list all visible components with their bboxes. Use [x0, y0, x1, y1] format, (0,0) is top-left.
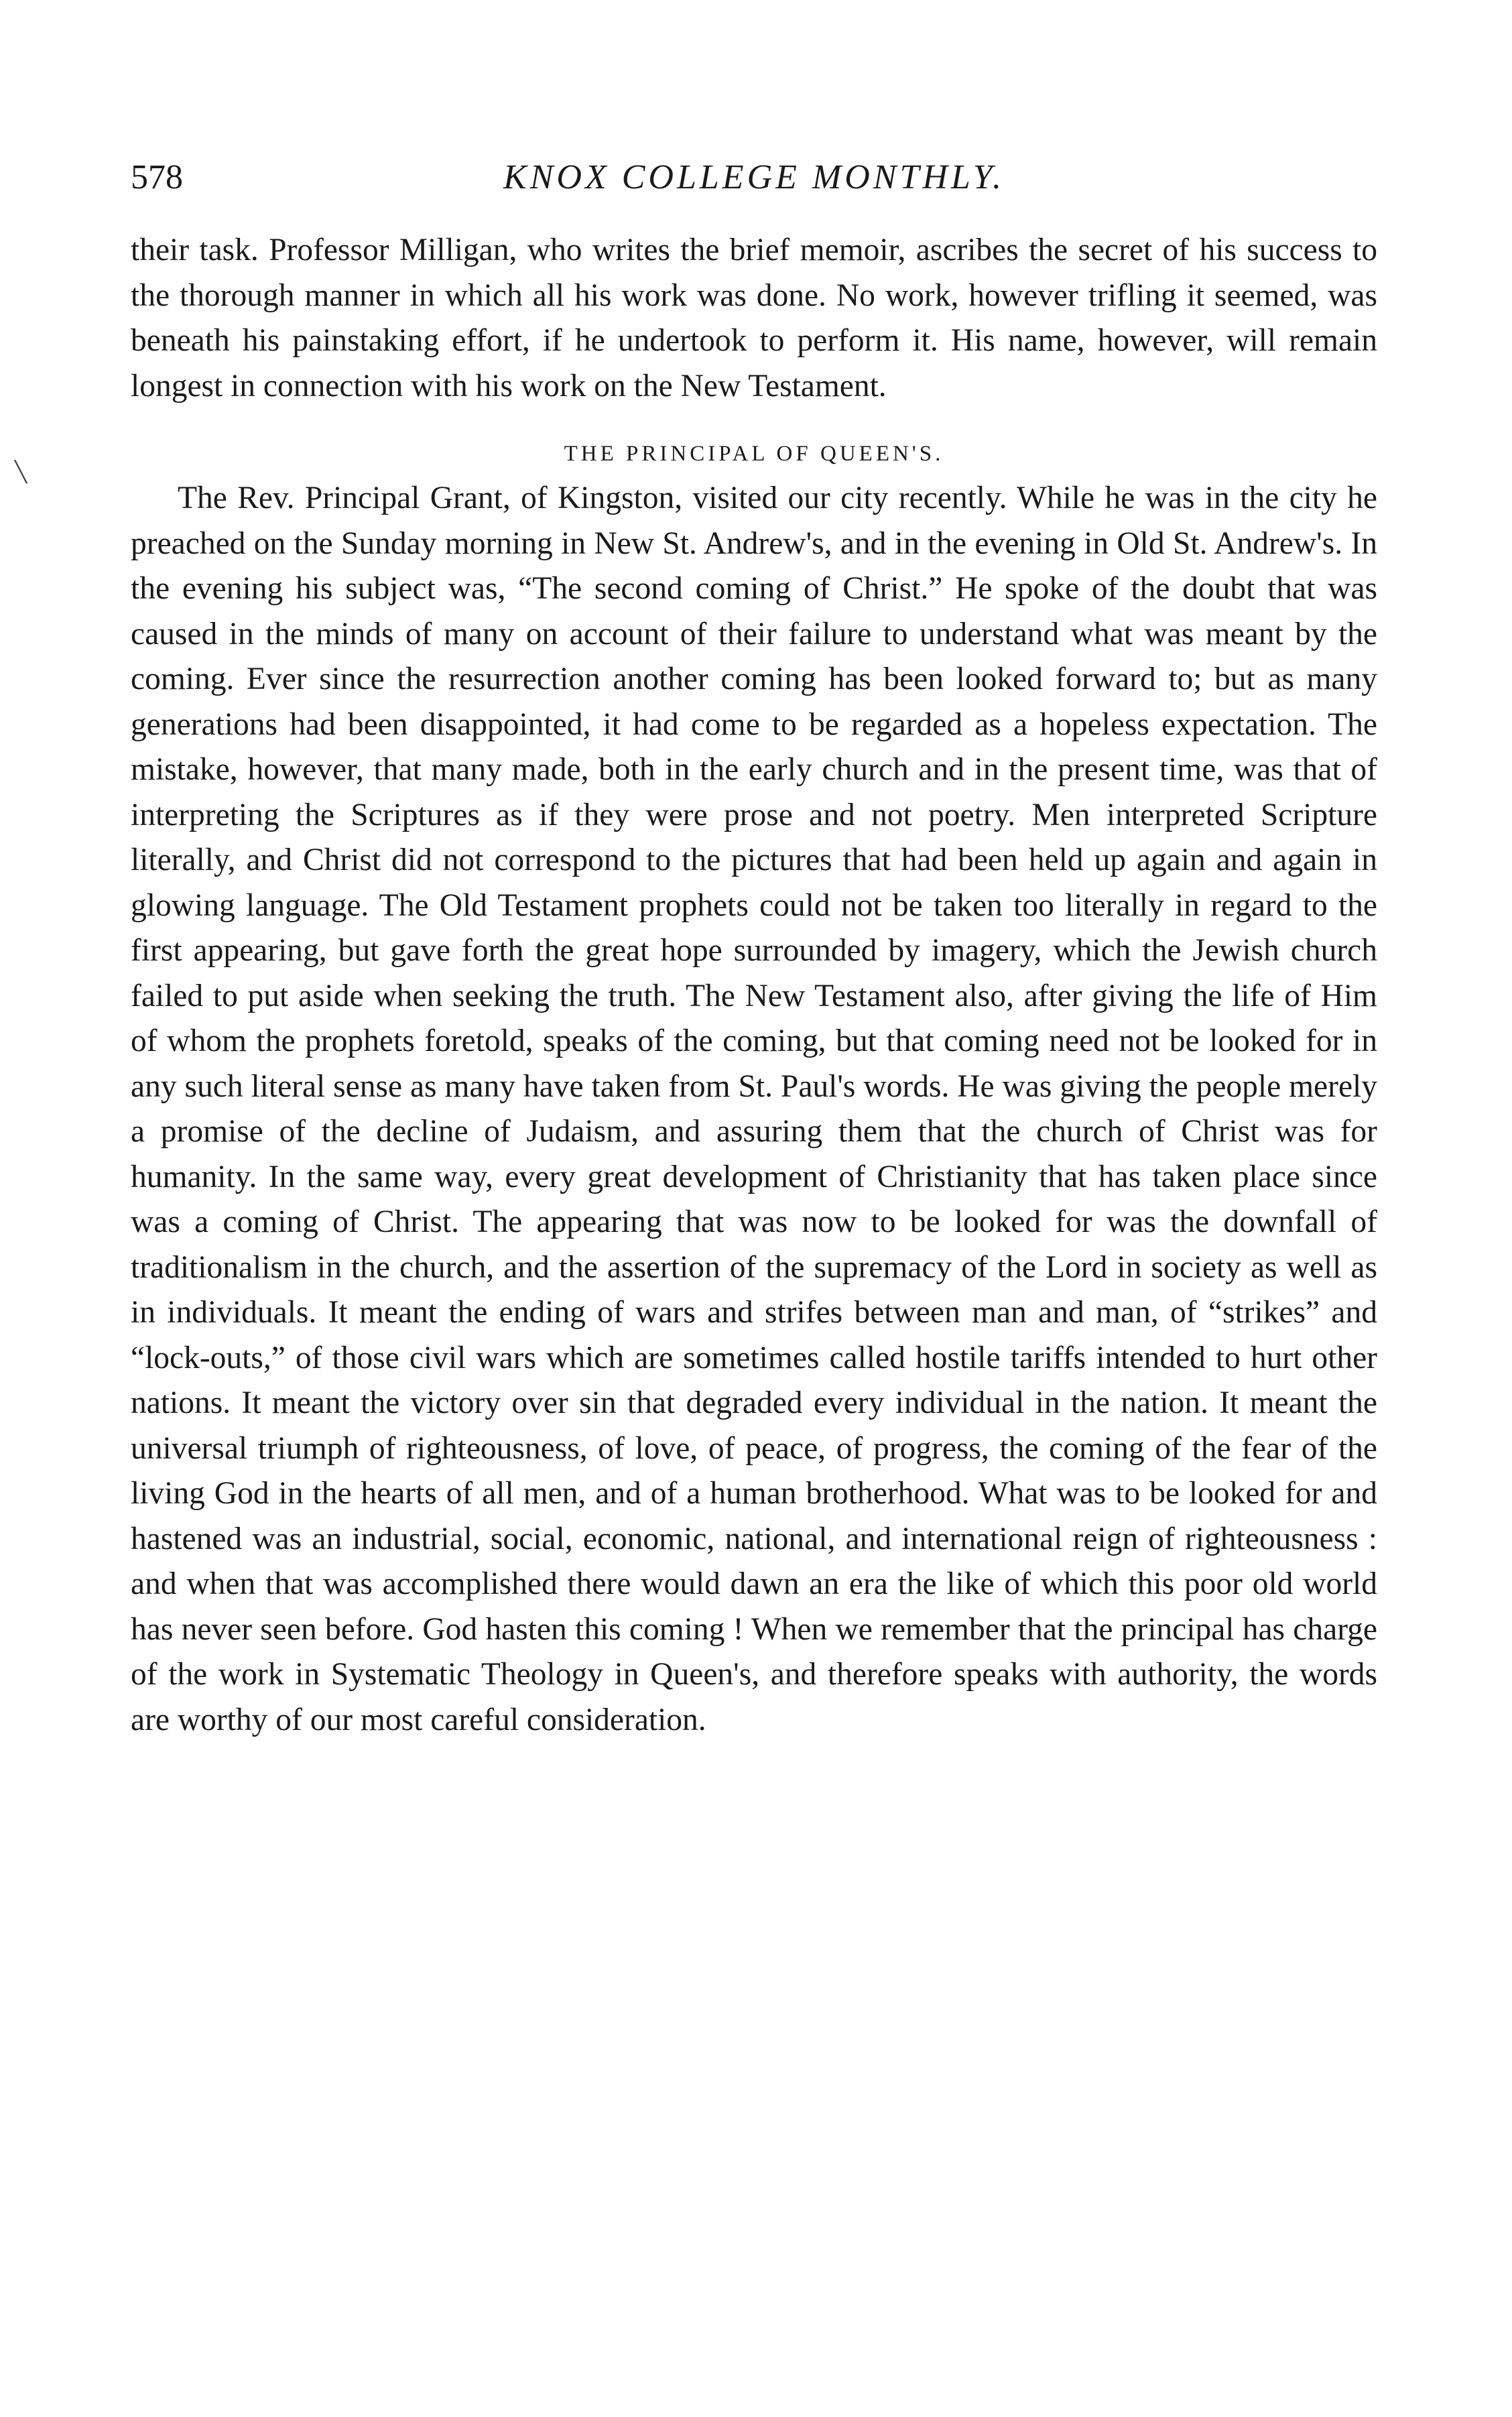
margin-mark: ╲: [15, 461, 27, 483]
page-header: [131, 154, 1377, 228]
document-page: [131, 154, 1377, 1743]
page-number: 578: [131, 158, 183, 196]
main-paragraph: The Rev. Principal Grant, of Kingston, visited our city recently. While he was in the city he preached on the Sunday morning in New St. Andrew's, and in the evening in Old St. Andrew's. In the evening his subject was, “The second coming of Christ.” He spoke of the doubt that was caused in the minds of many on account of their failure to understand what was meant by the coming. Ever since the resurrection another coming has been looked forward to; but as many generations had been disappointed, it had come to be regarded as a hopeless expectation. The mistake, however, that many made, both in the early church and in the present time, was that of interpreting the Scriptures as if they were prose and not poetry. Men interpreted Scripture literally, and Christ did not correspond to the pictures that had been held up again and again in glowing language. The Old Testament prophets could not be taken too literally in regard to the first appearing, but gave forth the great hope surrounded by imagery, which the Jewish church failed to put aside when seeking the truth. The New Testament also, after giving the life of Him of whom the prophets foretold, speaks of the coming, but that coming need not be looked for in any such literal sense as many have taken from St. Paul's words. He was giving the people merely a promise of the decline of Judaism, and assuring them that the church of Christ was for humanity. In the same way, every great development of Christianity that has taken place since was a coming of Christ. The appearing that was now to be looked for was the downfall of traditionalism in the church, and the assertion of the supremacy of the Lord in society as well as in individuals. It meant the ending of wars and strifes between man and man, of “strikes” and “lock-outs,” of those civil wars which are sometimes called hostile tariffs intended to hurt other nations. It meant the victory over sin that degraded every individual in the nation. It meant the universal triumph of righteousness, of love, of peace, of progress, the coming of the fear of the living God in the hearts of all men, and of a human brotherhood. What was to be looked for and hastened was an industrial, social, economic, national, and international reign of righteousness : and when that was accomplished there would dawn an era the like of which this poor old world has never seen before. God hasten this coming ! When we remember that the principal has charge of the work in Systematic Theology in Queen's, and therefore speaks with authority, the words are worthy of our most careful consideration.: [131, 481, 1377, 1737]
running-head: KNOX COLLEGE MONTHLY.: [503, 158, 1005, 196]
intro-paragraph: their task. Professor Milligan, who writes the brief memoir, ascribes the secret of his success to the thorough manner in which all his work was done. No work, however trifling it seemed, was beneath his painstaking effort, if he undertook to perform it. His name, however, will remain longest in connection with his work on the New Testament.: [131, 233, 1377, 404]
section-heading: THE PRINCIPAL OF QUEEN'S.: [564, 442, 944, 466]
